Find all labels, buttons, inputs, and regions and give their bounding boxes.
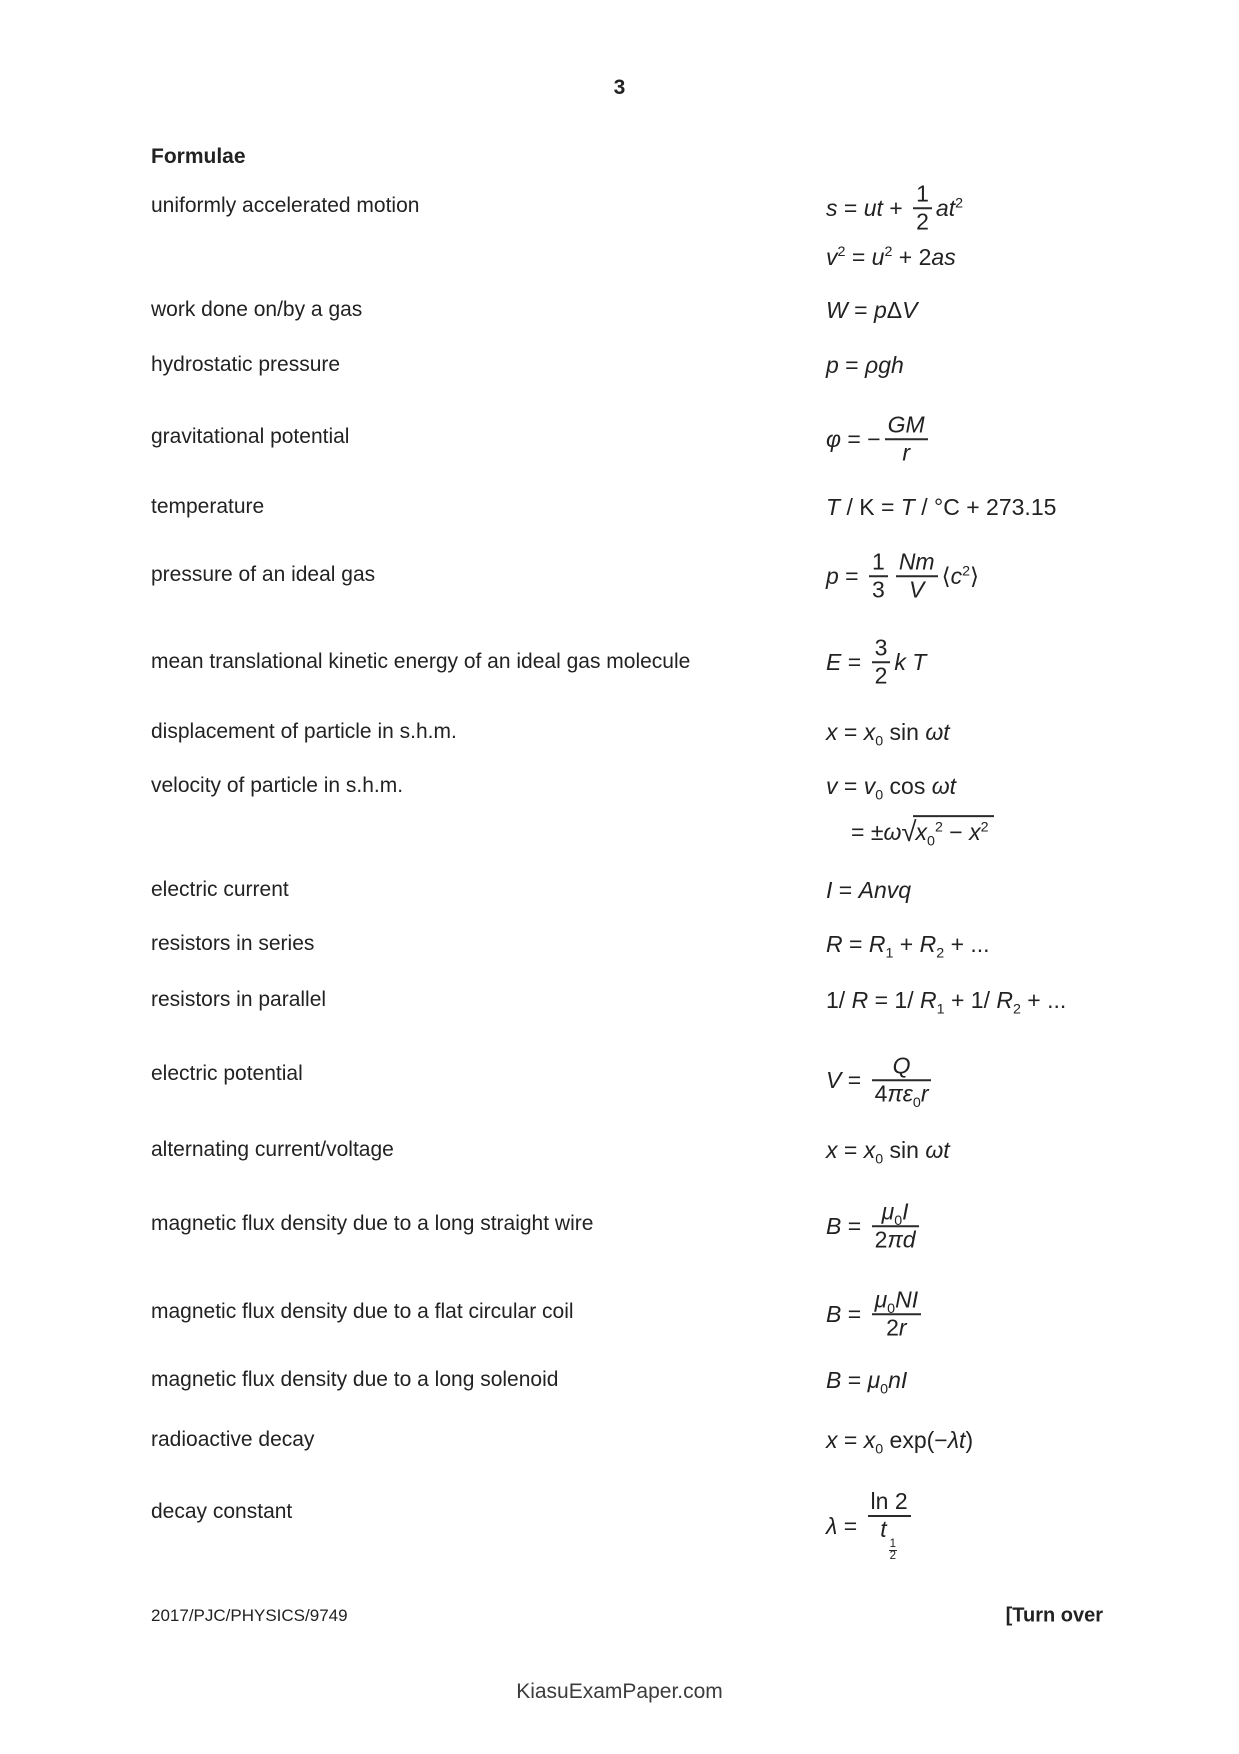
- formula-expression: 1/ R = 1/ $R_1 + 1/$ $R_2$ + ...: [826, 986, 1067, 1018]
- formula-expression: p = $\frac{1}{3}$ $\frac{Nm}{V}$ $⟨c^2⟩$: [826, 548, 979, 602]
- formula-expression: E = $\frac{3}{2}$ k T: [826, 634, 927, 688]
- formula-label: decay constant: [151, 1499, 293, 1523]
- formula-label: displacement of particle in s.h.m.: [151, 719, 457, 743]
- formula-expression: T / K = T / °C + 273.15: [826, 493, 1057, 520]
- formula-expression: $R = R_1 + R_2$ + ...: [826, 930, 990, 962]
- formula-label: electric current: [151, 877, 289, 901]
- watermark-text: KiasuExamPaper.com: [516, 1679, 723, 1703]
- formula-expression: φ = − $\frac{GM}{r}$: [826, 414, 932, 468]
- formula-expression: $x = x_0$ sin ωt: [826, 718, 950, 750]
- formula-expression: W = pΔV: [826, 296, 918, 323]
- footer-paper-code: 2017/PJC/PHYSICS/9749: [151, 1606, 348, 1626]
- turn-over-note: [Turn over: [1005, 1604, 1103, 1627]
- formulae-heading: Formulae: [151, 144, 246, 168]
- formula-label: magnetic flux density due to a long solenoid: [151, 1367, 559, 1391]
- formula-label: magnetic flux density due to a long straight wire: [151, 1211, 594, 1235]
- formula-expression: p = ρgh: [826, 351, 904, 378]
- formula-label: hydrostatic pressure: [151, 352, 341, 376]
- formula-expression: = $\pm\omega√x_0^2 - x^2$: [851, 815, 994, 847]
- formula-label: radioactive decay: [151, 1427, 315, 1451]
- formula-label: mean translational kinetic energy of an ideal gas molecule: [151, 649, 691, 673]
- formula-expression: I = Anvq: [826, 876, 912, 903]
- formula-label: resistors in parallel: [151, 987, 327, 1011]
- formula-expression: $x = x_0$ sin ωt: [826, 1136, 950, 1168]
- formula-label: velocity of particle in s.h.m.: [151, 773, 404, 797]
- formula-label: temperature: [151, 494, 265, 518]
- formula-expression: $x = x_0$ exp(−λt): [826, 1426, 974, 1458]
- formula-expression: V = $\frac{Q}{4\pi\varepsilon_0r}$: [826, 1055, 935, 1109]
- formula-label: pressure of an ideal gas: [151, 562, 376, 586]
- formula-expression: s = ut + $\frac{1}{2}$ $at^2$: [826, 180, 964, 234]
- formula-expression: λ = ln 2 t $\frac{1}{2}$: [826, 1491, 915, 1565]
- formula-label: work done on/by a gas: [151, 297, 363, 321]
- formula-expression: B = $\frac{\mu_0I}{2\pi d}$: [826, 1201, 923, 1255]
- formula-label: magnetic flux density due to a flat circular coil: [151, 1299, 574, 1323]
- formula-label: uniformly accelerated motion: [151, 193, 420, 217]
- formula-label: gravitational potential: [151, 424, 350, 448]
- page-number: 3: [613, 75, 626, 99]
- formula-label: alternating current/voltage: [151, 1137, 394, 1161]
- formula-expression: $v = v_0$ cos ωt: [826, 772, 957, 804]
- formula-expression: B = $\frac{\mu_0NI}{2r}$: [826, 1289, 925, 1343]
- formula-expression: $v^2 = u^2 + 2as$: [826, 243, 956, 270]
- formula-label: resistors in series: [151, 931, 315, 955]
- formula-expression: $B = \mu_0nI$: [826, 1366, 908, 1398]
- formula-label: electric potential: [151, 1061, 303, 1085]
